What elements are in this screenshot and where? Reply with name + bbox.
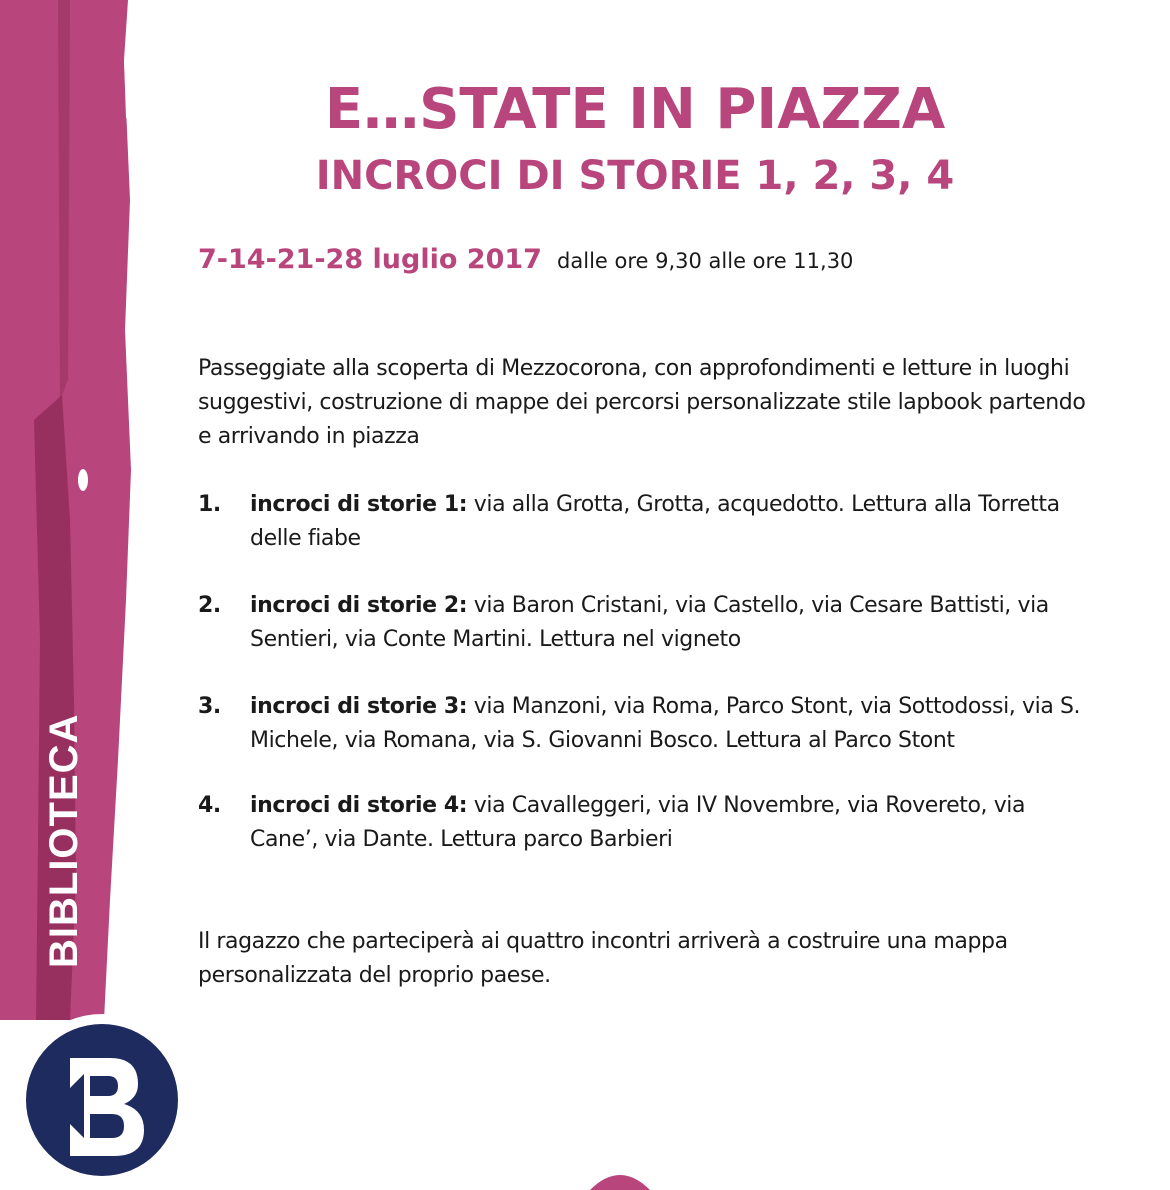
event-hours: dalle ore 9,30 alle ore 11,30 bbox=[557, 249, 854, 273]
item-number: 1. bbox=[198, 492, 221, 517]
side-label: BIBLIOTECA bbox=[42, 713, 86, 968]
date-line bbox=[198, 244, 853, 275]
item-title: incroci di storie 2: bbox=[250, 593, 468, 618]
item-title: incroci di storie 3: bbox=[250, 694, 468, 719]
event-subtitle: INCROCI DI STORIE 1, 2, 3, 4 bbox=[315, 153, 955, 199]
list-item bbox=[198, 589, 1098, 657]
item-number: 3. bbox=[198, 694, 221, 719]
item-text: via Baron Cristani, via Castello, via Cesare Battisti, via Sentieri, via Conte Martini. Lettura nel vigneto bbox=[250, 593, 1049, 652]
closing-paragraph: Il ragazzo che parteciperà ai quattro incontri arriverà a costruire una mappa personalizzata del proprio paese. bbox=[198, 929, 1008, 988]
sidebar-band bbox=[0, 0, 140, 1174]
item-text: via Manzoni, via Roma, Parco Stont, via Sottodossi, via S. Michele, via Romana, via S. Giovanni Bosco. Lettura al Parco Stont bbox=[250, 694, 1081, 753]
list-item bbox=[198, 690, 1098, 758]
item-title: incroci di storie 4: bbox=[250, 793, 468, 818]
list-item bbox=[198, 789, 1098, 857]
route-list bbox=[198, 488, 1098, 890]
item-text: via alla Grotta, Grotta, acquedotto. Lettura alla Torretta delle fiabe bbox=[250, 492, 1060, 551]
item-number: 2. bbox=[198, 593, 221, 618]
list-item bbox=[198, 488, 1098, 556]
item-text: via Cavalleggeri, via IV Novembre, via Rovereto, via Cane’, via Dante. Lettura parco Barbieri bbox=[250, 793, 1026, 852]
item-number: 4. bbox=[198, 793, 221, 818]
event-title: E…STATE IN PIAZZA bbox=[324, 77, 946, 142]
event-dates: 7-14-21-28 luglio 2017 bbox=[198, 244, 542, 275]
brush-stroke-decoration bbox=[0, 0, 140, 1174]
item-title: incroci di storie 1: bbox=[250, 492, 468, 517]
page-edge-decoration bbox=[580, 1160, 660, 1190]
library-b-logo-icon bbox=[12, 1010, 192, 1190]
intro-paragraph: Passeggiate alla scoperta di Mezzocorona, con approfondimenti e letture in luoghi suggestivi, costruzione di mappe dei percorsi personalizzate stile lapbook partendo e arrivando in piazza bbox=[198, 356, 1086, 449]
